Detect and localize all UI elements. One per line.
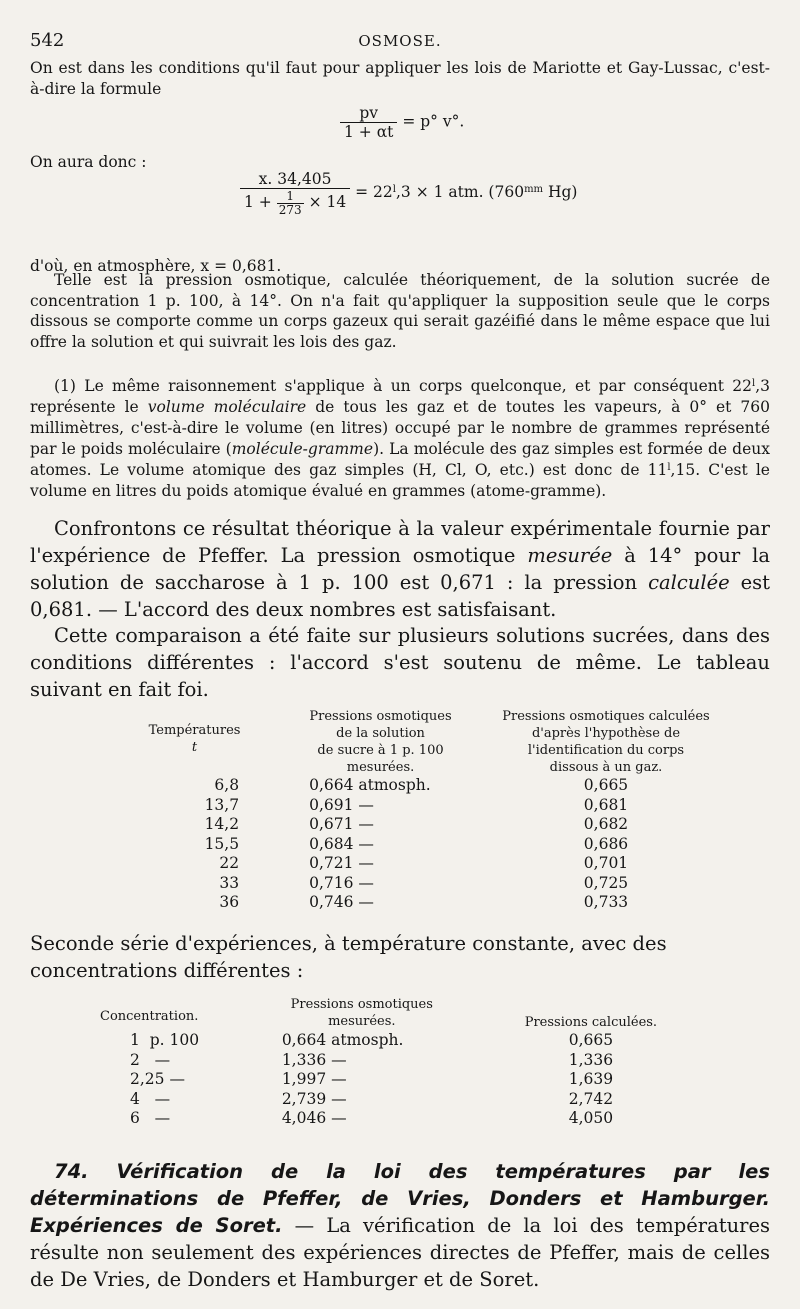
table-row xyxy=(110,835,730,855)
formula-fraction xyxy=(340,104,397,141)
calc-denominator: 1 + $\frac{1}{273}$ × 14 xyxy=(244,188,347,217)
col-header-calculated: Pressions osmotiques calculées d'après l'hypothèse de l'identification du corps dissous à un gaz. xyxy=(502,709,710,775)
cell-calculated: 0,686 xyxy=(583,834,629,853)
cell-calculated: 0,701 xyxy=(583,854,629,872)
formula-denominator: 1 + αt xyxy=(344,123,394,141)
cell-calculated: 0,665 xyxy=(583,776,629,794)
table-header xyxy=(110,708,730,776)
cell-calculated: 0,682 xyxy=(583,815,629,833)
cell-measured: 0,746 — xyxy=(309,893,374,911)
cell-calculated: 0,665 xyxy=(568,1031,614,1049)
footnote: (1) Le même raisonnement s'applique à un corps quelconque, et par conséquent 22$^l$,3 représente le volume moléculaire de tous les gaz et de toutes les vapeurs, à 0° et 760 millimètres, c'est-à-dire le volume (en litres) occupé par le nombre de grammes représenté par le poids moléculaire (molécule-gramme). La molécule des gaz simples est formée de deux atomes. Le volume atomique des gaz simples (H, Cl, O, etc.) est donc de 11$^l$,15. C'est le volume en litres du poids atomique évalué en grammes (atome-gramme). xyxy=(30,377,771,500)
col-header-measured: Pressions osmotiques de la solution de sucre à 1 p. 100 mesurées. xyxy=(309,709,452,775)
table-concentrations xyxy=(100,996,740,1129)
cell-calculated: 0,681 xyxy=(583,795,629,814)
cell-measured: 0,684 — xyxy=(309,834,374,853)
comparison-paragraph: Confrontons ce résultat théorique à la valeur expérimentale fournie par l'expérience de Pfeffer. La pression osmotique mesurée à 14° pour la solution de saccharose à 1 p. 100 est 0,671 : la pression calculée est 0,681. — L'accord des deux nombres est satisfaisant. xyxy=(30,517,770,621)
col-header-concentration: Concentration. xyxy=(100,1009,199,1024)
table-row xyxy=(110,874,730,894)
formula-numerator: pv xyxy=(340,104,397,123)
table-row xyxy=(100,1070,700,1090)
table-row xyxy=(110,893,730,913)
cell-concentration: 6 — xyxy=(130,1109,171,1127)
cell-concentration: 2 — xyxy=(130,1050,171,1069)
cell-temperature: 22 xyxy=(219,854,240,872)
table-row xyxy=(110,815,730,835)
table2-header xyxy=(100,996,700,1031)
formula-rhs: = p° v°. xyxy=(402,112,465,131)
table-row xyxy=(110,776,730,796)
cell-measured: 1,336 — xyxy=(281,1050,347,1069)
section-heading: 74. Vérification de la loi des températures par les déterminations de Pfeffer, de Vries, Donders et Hamburger. Expériences de Soret. xyxy=(30,1160,770,1237)
table-temperatures xyxy=(110,708,750,913)
page-header xyxy=(30,30,770,52)
cell-concentration: 4 — xyxy=(130,1089,171,1108)
cell-temperature: 6,8 xyxy=(214,776,240,794)
table-row xyxy=(100,1109,700,1129)
formula-gas-law xyxy=(340,104,640,141)
cell-calculated: 4,050 xyxy=(568,1109,614,1127)
calc-inner-fraction: $\frac{1}{273}$ xyxy=(278,188,302,217)
cell-temperature: 14,2 xyxy=(204,815,240,833)
cell-temperature: 33 xyxy=(219,873,240,892)
result-paragraph: Telle est la pression osmotique, calculée théoriquement, de la solution sucrée de concentration 1 p. 100, à 14°. On n'a fait qu'appliquer la supposition seule que le corps dissous se comporte comme un corps gazeux qui serait gazéifié dans le même espace que lui offre la solution et qui suivrait les lois des gaz. xyxy=(30,271,770,351)
cell-measured: 0,664 atmosph. xyxy=(309,776,431,794)
calc-fraction xyxy=(240,170,350,217)
cell-calculated: 0,725 xyxy=(583,873,629,892)
section-74 xyxy=(30,1158,770,1293)
table-row xyxy=(100,1031,700,1051)
cell-temperature: 13,7 xyxy=(204,795,240,814)
cell-measured: 0,664 atmosph. xyxy=(281,1031,404,1049)
calc-numerator: x. 34,405 xyxy=(240,170,350,189)
cell-measured: 1,997 — xyxy=(281,1070,347,1088)
table-row xyxy=(100,1090,700,1110)
calc-rhs: = $22^l,3 \times 1$ atm. ($760^{mm}$ Hg) xyxy=(355,183,578,202)
cell-calculated: 0,733 xyxy=(583,893,629,911)
col-header-temperature: Températures t xyxy=(148,723,241,755)
second-series-line: Seconde série d'expériences, à température constante, avec des concentrations différentes : xyxy=(30,932,667,982)
formula-calculation xyxy=(240,170,660,217)
running-title: OSMOSE. xyxy=(358,32,442,50)
cell-concentration: 2,25 — xyxy=(130,1070,185,1088)
cell-measured: 0,721 — xyxy=(309,854,374,872)
cell-measured: 0,716 — xyxy=(309,873,374,892)
cell-calculated: 2,742 xyxy=(568,1089,614,1108)
section-body: — La vérification de la loi des températures résulte non seulement des expériences directes de Pfeffer, mais de celles de De Vries, de Donders et Hamburger et de Soret. xyxy=(30,1214,771,1291)
cell-measured: 2,739 — xyxy=(281,1089,347,1108)
intro-paragraph xyxy=(30,58,770,100)
cell-calculated: 1,336 xyxy=(568,1050,614,1069)
calc-label: On aura donc : xyxy=(30,153,147,171)
intro-text: On est dans les conditions qu'il faut pour appliquer les lois de Mariotte et Gay-Lussac, c'est-à-dire la formule xyxy=(30,59,770,98)
cell-calculated: 1,639 xyxy=(568,1070,614,1088)
table-row xyxy=(110,854,730,874)
cell-measured: 0,691 — xyxy=(309,795,374,814)
cell-measured: 4,046 — xyxy=(281,1109,347,1127)
col-header-measured-2: Pressions osmotiques mesurées. xyxy=(290,997,433,1029)
table-row xyxy=(100,1051,700,1071)
cell-temperature: 36 xyxy=(219,893,240,911)
result-line: d'où, en atmosphère, x = 0,681. xyxy=(30,257,282,275)
comparison-paragraph-2: Cette comparaison a été faite sur plusieurs solutions sucrées, dans des conditions différentes : l'accord s'est soutenu de même. Le tableau suivant en fait foi. xyxy=(30,624,770,701)
table-row xyxy=(110,796,730,816)
cell-temperature: 15,5 xyxy=(204,834,240,853)
page-number: 542 xyxy=(30,30,65,51)
cell-concentration: 1 p. 100 xyxy=(130,1031,200,1049)
col-header-calculated-2: Pressions calculées. xyxy=(524,1015,658,1030)
cell-measured: 0,671 — xyxy=(309,815,374,833)
